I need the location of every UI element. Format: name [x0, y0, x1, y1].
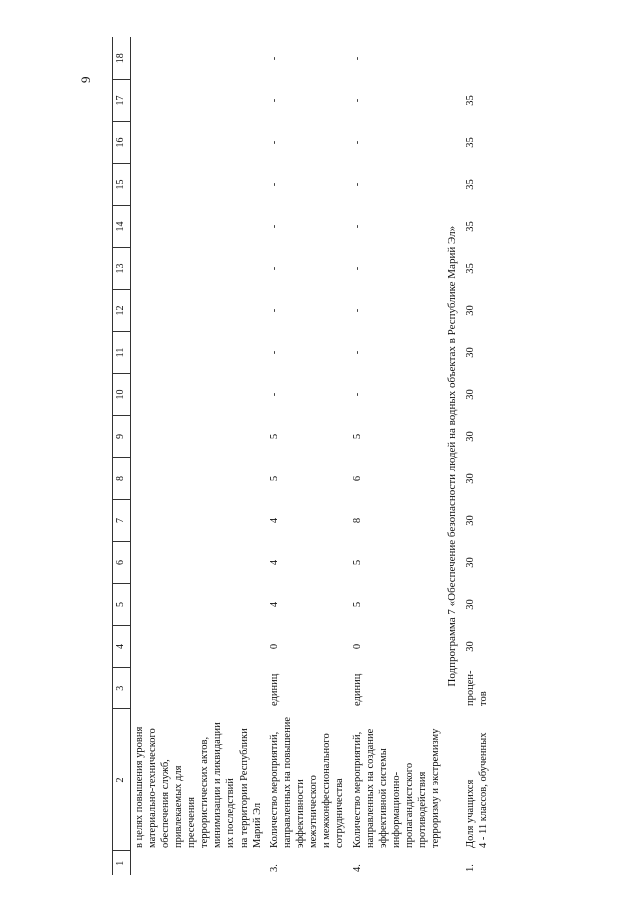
table-row	[462, 37, 492, 875]
value-cell	[130, 541, 266, 583]
table-row	[130, 37, 266, 875]
indicators-table	[112, 37, 492, 875]
unit-cell: единиц	[351, 673, 363, 706]
value-cell	[130, 625, 266, 667]
indicator-name-line: эффективной системы	[377, 748, 389, 848]
value-cell: 30	[465, 599, 477, 610]
unit-cell	[462, 667, 492, 709]
column-number-16: 16	[113, 121, 131, 163]
value-cell	[130, 583, 266, 625]
value-cell: -	[268, 308, 280, 313]
value-cell: -	[268, 98, 280, 103]
column-number-8: 8	[113, 457, 131, 499]
value-cell: 35	[465, 263, 477, 274]
subprogram-row	[444, 37, 462, 875]
indicator-name-line: сотрудничества	[334, 778, 346, 848]
unit-line: тов	[478, 691, 490, 706]
column-number-5: 5	[113, 583, 131, 625]
indicator-name-line: Количество мероприятий,	[351, 731, 363, 848]
indicator-name-line: Доля учащихся	[465, 779, 477, 848]
value-cell: 35	[465, 137, 477, 148]
value-cell: 6	[351, 475, 363, 482]
value-cell: 30	[465, 389, 477, 400]
indicator-name	[349, 709, 445, 851]
column-number-7: 7	[113, 499, 131, 541]
page-number: 9	[78, 76, 93, 83]
value-cell: -	[351, 392, 363, 397]
value-cell	[130, 289, 266, 331]
value-cell	[130, 415, 266, 457]
table-row	[349, 37, 445, 875]
value-cell: 30	[465, 515, 477, 526]
indicator-name-line: 4 - 11 классов, обученных	[478, 732, 490, 848]
value-cell: -	[351, 56, 363, 61]
value-cell	[130, 163, 266, 205]
value-cell: 0	[351, 643, 363, 650]
value-cell: 35	[465, 95, 477, 106]
indicator-name-line: направленных на повышение	[281, 717, 293, 848]
value-cell: -	[268, 224, 280, 229]
column-number-3: 3	[113, 667, 131, 709]
indicator-name-line: их последствий	[225, 778, 237, 848]
value-cell: -	[351, 266, 363, 271]
value-cell: -	[268, 266, 280, 271]
value-cell: -	[351, 182, 363, 187]
column-number-6: 6	[113, 541, 131, 583]
row-number: 1.	[465, 864, 477, 872]
column-number-1: 1	[113, 851, 131, 875]
value-cell	[130, 331, 266, 373]
value-cell: -	[268, 182, 280, 187]
column-number-4: 4	[113, 625, 131, 667]
column-number-9: 9	[113, 415, 131, 457]
value-cell	[130, 205, 266, 247]
value-cell: -	[351, 98, 363, 103]
value-cell: 35	[465, 221, 477, 232]
subprogram-title: Подпрограмма 7 «Обеспечение безопасности людей на водных объектах в Республике Марий Эл»	[446, 225, 459, 687]
value-cell	[130, 457, 266, 499]
value-cell: -	[351, 308, 363, 313]
value-cell: 30	[465, 431, 477, 442]
column-number-11: 11	[113, 331, 131, 373]
indicator-name-line: пресечения	[186, 797, 197, 848]
value-cell: 5	[351, 559, 363, 566]
indicator-name	[266, 709, 349, 851]
column-number-18: 18	[113, 37, 131, 79]
unit-cell: единиц	[268, 673, 280, 706]
indicator-name	[130, 709, 266, 851]
value-cell: -	[351, 140, 363, 145]
indicator-name-line: направленных на создание	[364, 728, 376, 848]
column-number-15: 15	[113, 163, 131, 205]
indicator-name-line: на территории Республики	[238, 728, 250, 848]
indicator-name	[462, 709, 492, 851]
table-body	[130, 37, 492, 875]
indicator-name-line: минимизации и ликвидации	[212, 722, 224, 848]
indicator-name-line: в целях повышения уровня	[133, 726, 145, 848]
value-cell	[130, 373, 266, 415]
column-number-10: 10	[113, 373, 131, 415]
indicator-name-line: противодействия	[417, 771, 429, 848]
value-cell: 4	[268, 601, 280, 608]
indicator-name-line: и межконфессионального	[321, 733, 333, 848]
value-cell: 5	[268, 433, 280, 440]
value-cell: 4	[268, 517, 280, 524]
value-cell: 4	[268, 559, 280, 566]
value-cell: -	[351, 350, 363, 355]
indicator-name-line: обеспечения служб,	[159, 759, 171, 848]
table-row	[266, 37, 349, 875]
value-cell: 5	[351, 433, 363, 440]
value-cell	[130, 247, 266, 289]
indicator-name-line: пропагандистского	[404, 762, 415, 848]
unit-line: процен-	[465, 670, 477, 706]
indicator-name-line: межэтнического	[308, 775, 320, 848]
value-cell: -	[351, 224, 363, 229]
row-number: 4.	[351, 864, 363, 872]
value-cell: 30	[465, 305, 477, 316]
value-cell: 5	[268, 475, 280, 482]
value-cell: 5	[351, 601, 363, 608]
column-number-header	[113, 37, 131, 875]
indicator-name-line: Количество мероприятий,	[268, 731, 280, 848]
value-cell: 30	[465, 641, 477, 652]
column-number-13: 13	[113, 247, 131, 289]
value-cell: -	[268, 140, 280, 145]
indicator-name-line: привлекаемых для	[172, 765, 184, 848]
value-cell	[130, 79, 266, 121]
value-cell: 35	[465, 179, 477, 190]
column-number-12: 12	[113, 289, 131, 331]
value-cell: 30	[465, 557, 477, 568]
indicator-name-line: Марий Эл	[251, 802, 263, 848]
value-cell: 30	[465, 473, 477, 484]
value-cell	[130, 499, 266, 541]
value-cell: -	[268, 350, 280, 355]
indicator-name-line: информационно-	[390, 771, 402, 848]
value-cell: -	[268, 56, 280, 61]
value-cell: 30	[465, 347, 477, 358]
value-cell: -	[268, 392, 280, 397]
value-cell	[130, 121, 266, 163]
row-number: 3.	[268, 864, 280, 872]
indicator-name-line: терроризму и экстремизму	[430, 728, 442, 848]
value-cell	[130, 37, 266, 79]
indicator-name-line: эффективности	[295, 779, 306, 848]
row-number	[130, 851, 266, 875]
unit-cell	[130, 667, 266, 709]
value-cell: 0	[268, 643, 280, 650]
column-number-2: 2	[113, 709, 131, 851]
column-number-14: 14	[113, 205, 131, 247]
indicator-name-line: террористических актов,	[199, 736, 211, 848]
value-cell: 8	[351, 517, 363, 524]
indicator-name-line: материально-технического	[146, 728, 158, 848]
column-number-17: 17	[113, 79, 131, 121]
